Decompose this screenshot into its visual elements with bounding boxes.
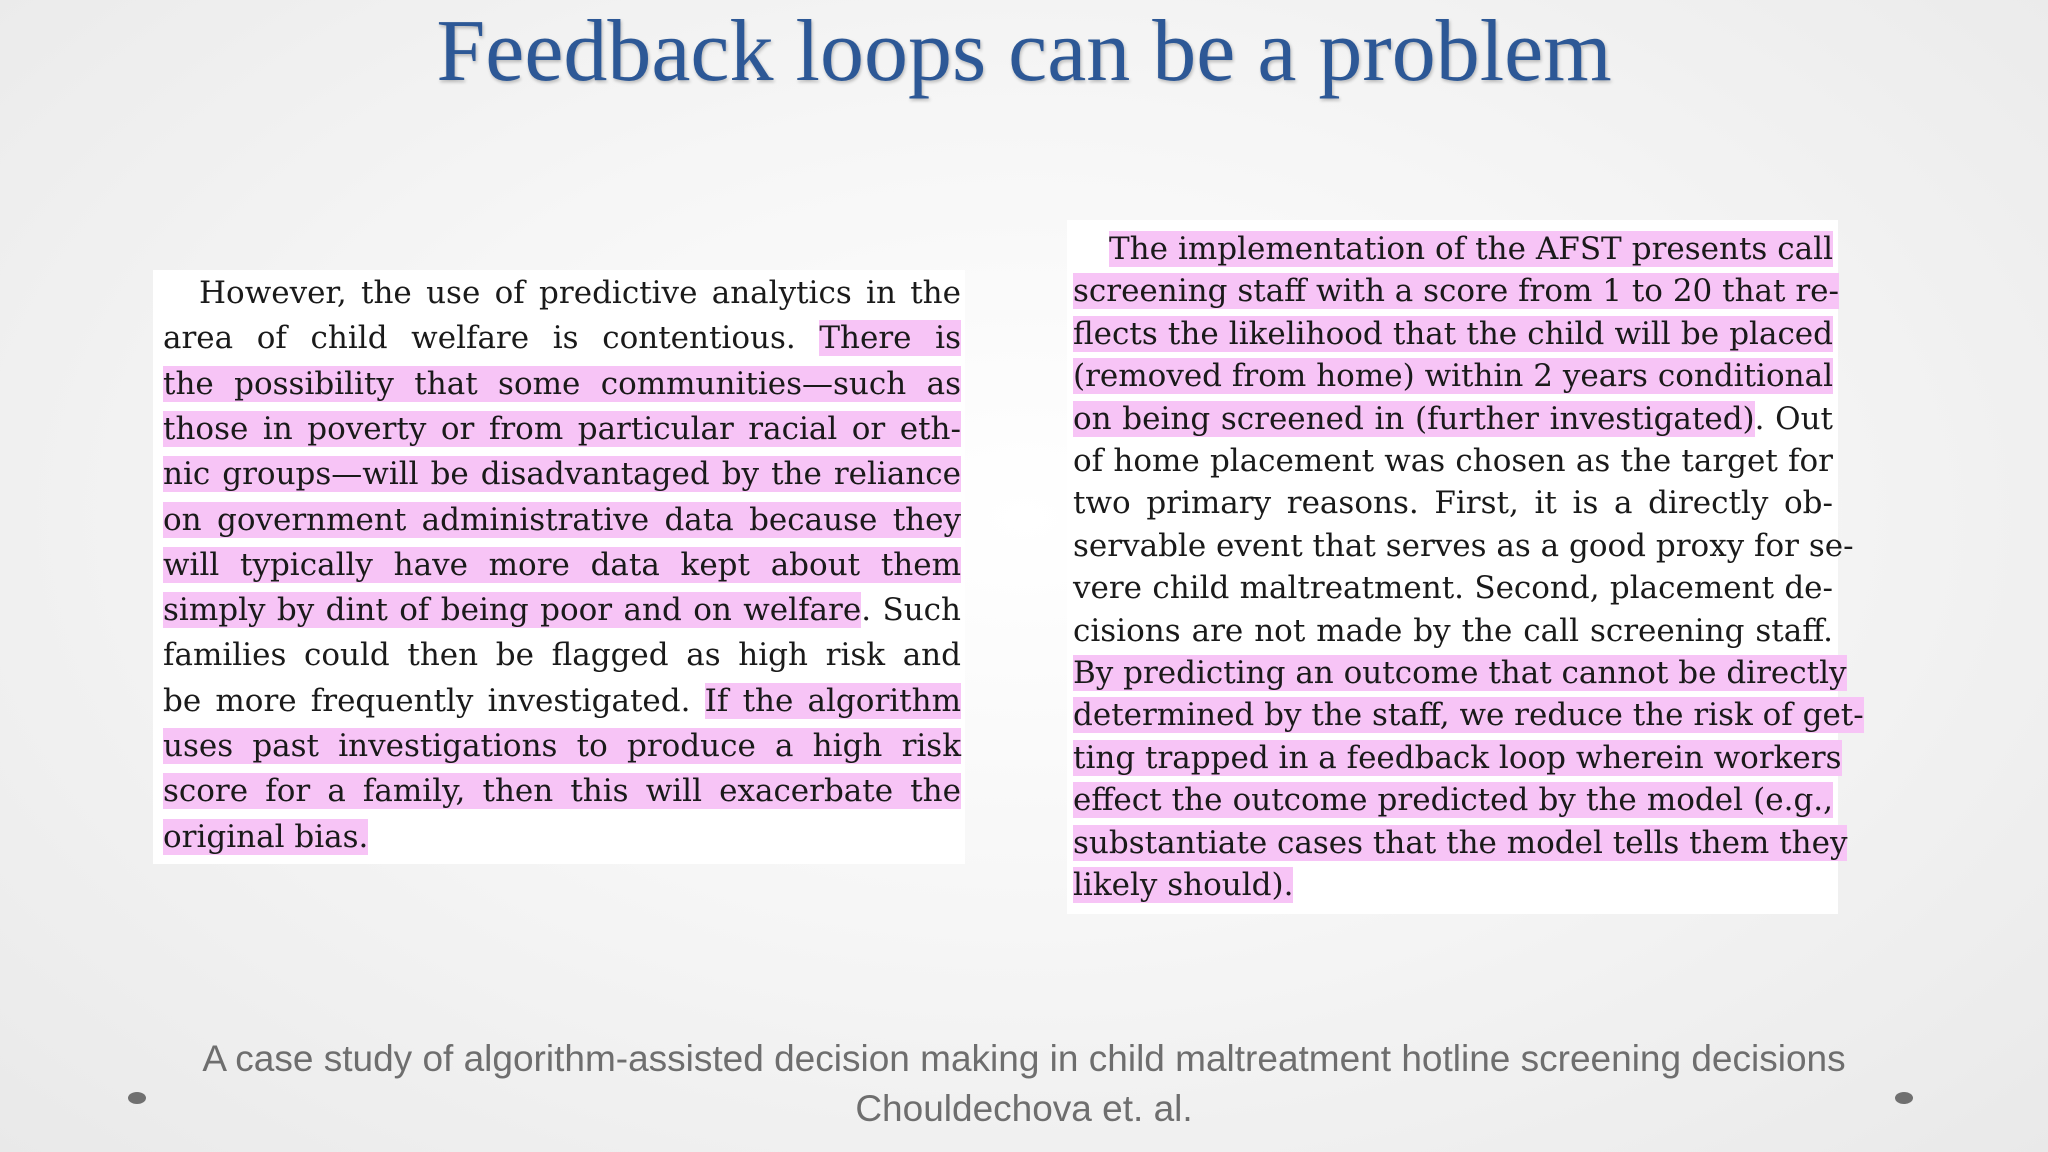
highlighted-text: will typically have more data kept about them (163, 546, 961, 583)
excerpt-line (163, 636, 961, 674)
highlighted-text: determined by the staff, we reduce the risk of get- (1073, 697, 1864, 734)
highlighted-text: (removed from home) within 2 years conditional (1073, 358, 1833, 395)
highlighted-text: flects the likelihood that the child will be placed (1073, 315, 1833, 352)
excerpt-line (1073, 654, 1847, 692)
plain-text: vere child maltreatment. Second, placement de- (1073, 570, 1833, 607)
highlighted-text: By predicting an outcome that cannot be directly (1073, 655, 1847, 691)
plain-text: families could then be flagged as high risk and (163, 637, 961, 674)
plain-text: . Such (861, 592, 961, 629)
right-paper-excerpt (1067, 220, 1864, 914)
highlighted-text: ting trapped in a feedback loop wherein workers (1073, 739, 1842, 776)
excerpt-line (163, 818, 961, 856)
plain-text: servable event that serves as a good proxy for se- (1073, 527, 1854, 564)
excerpt-line (163, 365, 961, 403)
highlighted-text: score for a family, then this will exacerbate the (163, 773, 961, 810)
excerpt-line (1073, 400, 1833, 438)
excerpt-line (1073, 527, 1854, 565)
highlighted-text: substantiate cases that the model tells them they (1073, 824, 1848, 861)
excerpt-line (1073, 230, 1833, 268)
excerpt-line (1073, 272, 1839, 310)
excerpt-line (1073, 612, 1833, 650)
highlighted-text: effect the outcome predicted by the model (e.g., (1073, 782, 1833, 819)
excerpt-line (1073, 484, 1833, 522)
highlighted-text: original bias. (163, 818, 369, 855)
excerpt-line (163, 772, 961, 810)
excerpt-line (163, 591, 961, 629)
excerpt-line (1073, 739, 1842, 777)
excerpt-line (163, 546, 961, 584)
plain-text: be more frequently investigated. (163, 682, 705, 719)
excerpt-line (163, 455, 961, 493)
highlighted-text: screening staff with a score from 1 to 20 that re- (1073, 273, 1839, 310)
highlighted-text: simply by dint of being poor and on welfare (163, 592, 862, 629)
excerpt-line (1073, 824, 1848, 862)
excerpt-line (163, 410, 961, 448)
highlighted-text: likely should). (1073, 867, 1294, 903)
highlighted-text: the possibility that some communities—such as (163, 365, 961, 402)
right-decorative-dot (1895, 1092, 1913, 1104)
excerpt-line (163, 319, 961, 357)
excerpt-line (1073, 357, 1833, 395)
highlighted-text: If the algorithm (704, 682, 961, 719)
excerpt-line (163, 727, 961, 765)
slide-title: Feedback loops can be a problem (436, 3, 1612, 100)
excerpt-line (1073, 315, 1833, 353)
plain-text: of home placement was chosen as the target for (1073, 443, 1833, 479)
highlighted-text: on government administrative data because they (163, 501, 961, 538)
plain-text: two primary reasons. First, it is a directly ob- (1073, 485, 1833, 522)
excerpt-line (163, 274, 961, 312)
plain-text: area of child welfare is contentious. (163, 320, 820, 357)
excerpt-line (1073, 442, 1833, 480)
excerpt-line (1073, 696, 1864, 734)
highlighted-text: on being screened in (further investigated) (1073, 400, 1755, 437)
highlighted-text: nic groups—will be disadvantaged by the reliance (163, 456, 961, 493)
excerpt-line (1073, 781, 1833, 819)
excerpt-line (1073, 569, 1833, 607)
excerpt-line (163, 501, 961, 539)
citation-title: A case study of algorithm-assisted decision making in child maltreatment hotline screening decisions (202, 1038, 1846, 1079)
plain-text: cisions are not made by the call screening staff. (1073, 612, 1833, 649)
left-paper-excerpt (153, 270, 965, 864)
excerpt-line (1073, 866, 1833, 904)
plain-text: However, the use of predictive analytics in the (199, 275, 961, 311)
highlighted-text: The implementation of the AFST presents call (1109, 231, 1833, 267)
left-decorative-dot (128, 1092, 146, 1104)
highlighted-text: There is (819, 320, 961, 357)
excerpt-line (163, 682, 961, 720)
highlighted-text: those in poverty or from particular racial or eth- (163, 410, 961, 447)
citation-authors: Chouldechova et. al. (855, 1088, 1193, 1129)
plain-text: . Out (1754, 400, 1834, 437)
highlighted-text: uses past investigations to produce a high risk (163, 728, 961, 764)
